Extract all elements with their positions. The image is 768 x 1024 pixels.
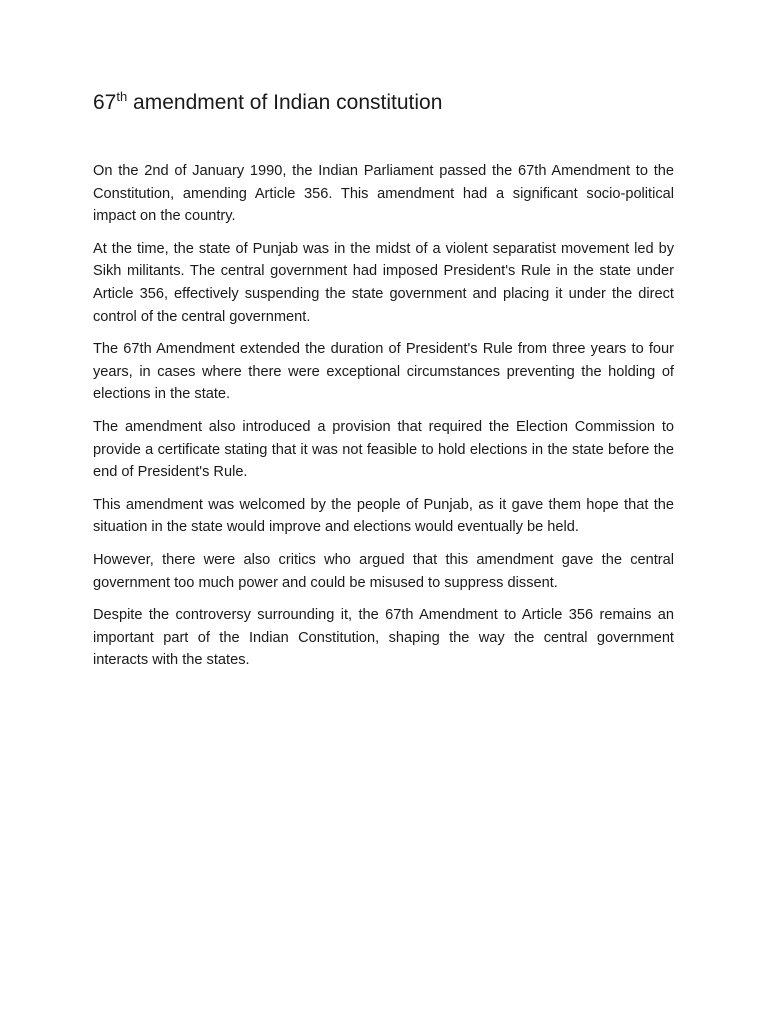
paragraph-2: At the time, the state of Punjab was in the midst of a violent separatist movement led by Sikh militants. The central government had imposed President's Rule in the state under Article 356, effectively suspending the state government and placing it under the direct control of the central government. <box>93 240 674 325</box>
title-superscript: th <box>116 89 128 104</box>
document-body <box>93 160 674 682</box>
paragraph-3: The 67th Amendment extended the duration of President's Rule from three years to four years, in cases where there were exceptional circumstances preventing the holding of elections in the state. <box>93 341 674 403</box>
paragraph-6: However, there were also critics who argued that this amendment gave the central government too much power and could be misused to suppress dissent. <box>93 551 674 591</box>
title-text: amendment of Indian constitution <box>127 91 443 114</box>
paragraph-7: Despite the controversy surrounding it, the 67th Amendment to Article 356 remains an important part of the Indian Constitution, shaping the way the central government interacts with the states. <box>93 607 674 669</box>
document-title <box>93 88 442 118</box>
paragraph-1: On the 2nd of January 1990, the Indian Parliament passed the 67th Amendment to the Constitution, amending Article 356. This amendment had a significant socio-political impact on the country. <box>93 163 674 225</box>
title-number: 67 <box>93 91 117 114</box>
paragraph-5: This amendment was welcomed by the people of Punjab, as it gave them hope that the situation in the state would improve and elections would eventually be held. <box>93 496 674 536</box>
paragraph-4: The amendment also introduced a provision that required the Election Commission to provide a certificate stating that it was not feasible to hold elections in the state before the end of President's Rule. <box>93 418 674 481</box>
